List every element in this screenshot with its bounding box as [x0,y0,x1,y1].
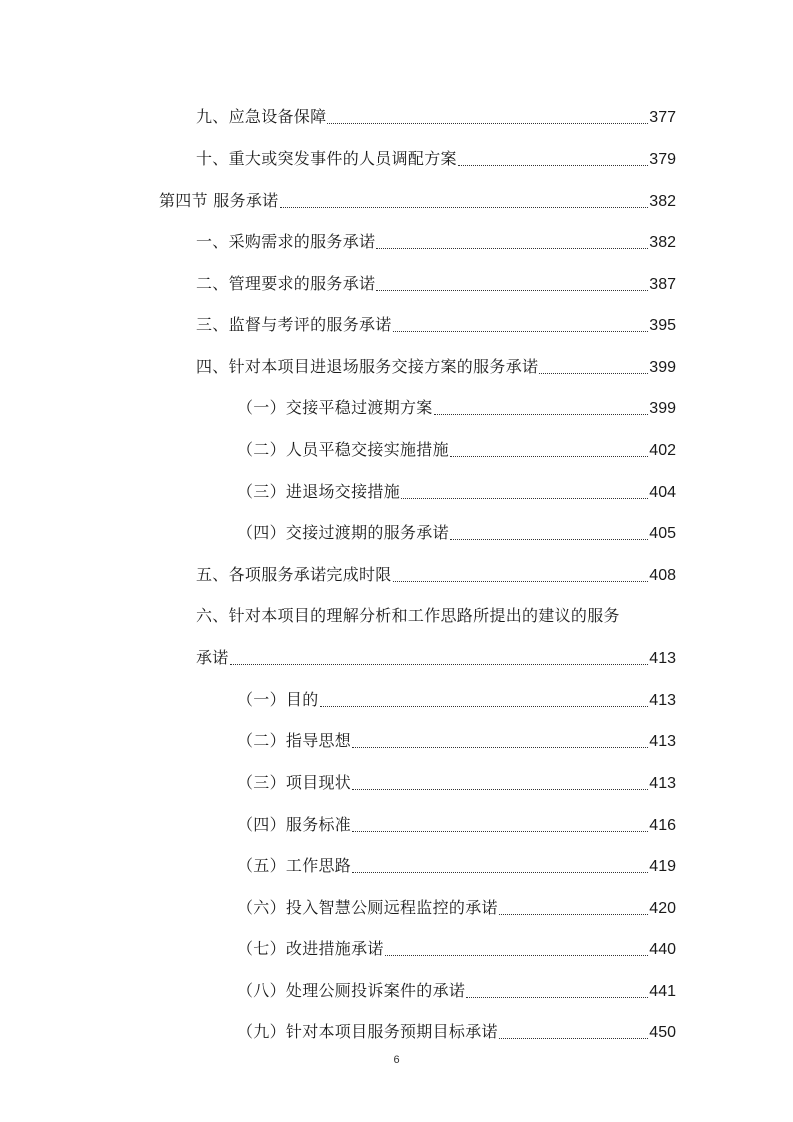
toc-entry-title: 承诺 [196,648,229,667]
toc-entry[interactable] [196,648,676,669]
toc-entry-page: 420 [649,900,676,917]
toc-entry-title: 三、监督与考评的服务承诺 [196,315,392,334]
toc-entry-title: （一）目的 [237,690,319,709]
toc-leader-dots [280,207,649,208]
toc-entry[interactable] [237,731,676,752]
toc-leader-dots [450,539,648,540]
toc-entry[interactable] [237,690,676,711]
toc-entry[interactable] [196,565,676,586]
toc-entry-page: 440 [649,941,676,958]
toc-entry[interactable] [237,815,676,836]
toc-entry[interactable] [237,939,676,960]
toc-entry[interactable] [159,191,676,212]
toc-entry-page: 404 [649,484,676,501]
toc-entry[interactable] [196,315,676,336]
toc-leader-dots [393,581,649,582]
toc-entry-title: 第四节 服务承诺 [159,191,279,210]
toc-entry[interactable] [237,773,676,794]
toc-entry-title: 二、管理要求的服务承诺 [196,274,376,293]
toc-leader-dots [499,1038,648,1039]
toc-entry-page: 382 [649,193,676,210]
toc-leader-dots [230,664,649,665]
toc-entry-page: 399 [649,400,676,417]
toc-entry-title: （九）针对本项目服务预期目标承诺 [237,1022,498,1041]
toc-entry-title: （三）进退场交接措施 [237,482,401,501]
toc-entry-page: 395 [649,317,676,334]
toc-leader-dots [458,165,648,166]
toc-entry-page: 405 [649,525,676,542]
toc-entry-page: 419 [649,858,676,875]
toc-entry[interactable] [196,149,676,170]
toc-leader-dots [434,414,649,415]
toc-entry[interactable] [196,357,676,378]
toc-entry-title: （五）工作思路 [237,856,352,875]
toc-entry[interactable] [237,398,676,419]
toc-entry-page: 450 [649,1024,676,1041]
toc-entry-title: 九、应急设备保障 [196,107,327,126]
toc-entry[interactable] [237,482,676,503]
toc-entry[interactable] [237,440,676,461]
toc-leader-dots [376,290,648,291]
toc-entry-title: 十、重大或突发事件的人员调配方案 [196,149,457,168]
toc-entry[interactable] [237,523,676,544]
toc-leader-dots [352,747,648,748]
toc-entry-page: 413 [649,650,676,667]
toc-entry-title: （七）改进措施承诺 [237,939,384,958]
toc-entry-page: 413 [649,692,676,709]
toc-entry-title: （三）项目现状 [237,773,352,792]
toc-entry-page: 413 [649,775,676,792]
toc-entry[interactable] [237,981,676,1002]
toc-entry-title: （六）投入智慧公厕远程监控的承诺 [237,898,498,917]
toc-entry-title: （四）服务标准 [237,815,352,834]
toc-entry[interactable] [196,274,676,295]
toc-entry[interactable] [237,898,676,919]
toc-entry-page: 408 [649,567,676,584]
toc-leader-dots [352,831,648,832]
toc-entry-title: 四、针对本项目进退场服务交接方案的服务承诺 [196,357,539,376]
toc-leader-dots [499,914,648,915]
toc-entry[interactable] [237,1022,676,1043]
toc-leader-dots [376,248,648,249]
toc-entry-title: （四）交接过渡期的服务承诺 [237,523,449,542]
toc-entry-page: 402 [649,442,676,459]
toc-entry-page: 379 [649,151,676,168]
toc-entry[interactable] [237,856,676,877]
toc-leader-dots [320,706,649,707]
toc-entry-page: 387 [649,276,676,293]
toc-leader-dots [539,373,648,374]
toc-wrapped-heading-line: 六、针对本项目的理解分析和工作思路所提出的建议的服务 [196,606,620,625]
toc-leader-dots [352,872,648,873]
toc-entry-title: （二）人员平稳交接实施措施 [237,440,449,459]
toc-entry-page: 413 [649,733,676,750]
toc-leader-dots [450,456,648,457]
toc-entry-page: 377 [649,109,676,126]
page-number: 6 [393,1054,400,1066]
toc-entry-title: 五、各项服务承诺完成时限 [196,565,392,584]
toc-entry-title: （一）交接平稳过渡期方案 [237,398,433,417]
toc-entry-page: 441 [649,983,676,1000]
toc-entry-page: 416 [649,817,676,834]
toc-entry-title: 一、采购需求的服务承诺 [196,232,376,251]
toc-entry-title: （二）指导思想 [237,731,352,750]
toc-leader-dots [393,331,649,332]
toc-entry-page: 382 [649,234,676,251]
toc-leader-dots [327,123,648,124]
toc-entry-title: （八）处理公厕投诉案件的承诺 [237,981,466,1000]
toc-leader-dots [385,955,649,956]
toc-leader-dots [401,498,648,499]
toc-leader-dots [352,789,648,790]
toc-entry[interactable] [196,107,676,128]
toc-leader-dots [466,997,648,998]
toc-entry-page: 399 [649,359,676,376]
toc-entry[interactable] [196,232,676,253]
